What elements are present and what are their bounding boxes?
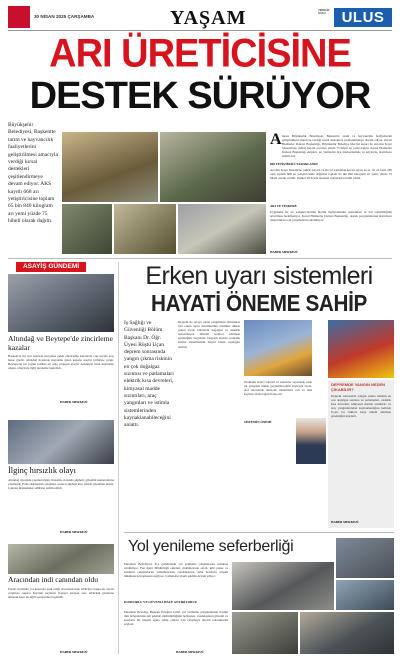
road-photo-1 — [336, 538, 394, 578]
story3-body2: Pursaklar Belediye Başkanı Ertuğrul Çetin, yol yenileme çalışmalarının ilçenin tüm bölgelerinde eşit şekilde sürdürüldüğünü belirterek, vatandaşların güvenli ve konforlu bir ulaşım ağına sahip olması için çalışmaya devam edeceklerini söyledi. — [124, 610, 228, 627]
crash-photo-1 — [8, 274, 114, 332]
section-divider-2 — [124, 532, 394, 533]
story2-title1: Erken uyarı sistemleri — [145, 262, 373, 290]
story3-body: Pursaklar Belediyesi, ilçe genelindeki yol yenileme çalışmalarını aralıksız sürdürüyor. Fen İşleri Müdürlüğü ekipleri, mahallelerde asfalt, kilit parke ve kaldırım çalışmalarını tamamlayarak vatandaşların daha konforlu ulaşım imkânına kavuşmasını sağlıyor. Çalışmalar planlı şekilde devam ediyor. — [124, 562, 228, 579]
header-accent-bar — [8, 6, 30, 28]
story1-subhead2: ARI VE TESKERE — [270, 204, 297, 208]
story2-byline: HABER MERKEZİ — [331, 520, 359, 524]
theft-photo — [8, 420, 114, 464]
story3-title: Yol yenileme seferberliği — [128, 538, 294, 555]
story2-body2: Otomatik kesici vanalar ve sensörler sayesinde olası bir yangının önüne geçilebileceğini söyleyen Uçan, afet öncesinde alınacak önlemlerin can ve mal kaybını azaltacağını ifade etti. — [244, 380, 312, 397]
earthquake-fire-photo — [244, 320, 312, 376]
item2-byline: HABER MERKEZİ — [60, 530, 88, 534]
road-photo-4 — [232, 612, 298, 654]
lead-paragraph: Büyükşehir Belediyesi, Başkentte tarım ve hayvancılık faaliyetlerini geliştirilmesi amacıyla verdiği kırsal destekleri çeşitlendirmeye devam ediyor. AKS kayıtlı 668 arı yetiştiricisine toplam 65 bin 840 kilogram arı yemi yüzde 75 hibeli olarak dağıttı. — [8, 122, 58, 225]
item3-body: Polatlı ilçesinde yol kenarına park ettiği aracından inen sürücüye başka bir aracın çarpması sonucu hayatını kaybetti. Kazaya karışan araç sürücüsü gözaltına alınarak kaza ile ilgili soruşturma başlatıldı. — [8, 587, 114, 600]
paper-small-text: YERELİN GÜCÜ — [318, 9, 330, 15]
story3-subhead: KONFORLU VE GÜVENLİ HALE GETİRİYORUZ — [124, 600, 197, 604]
beekeeping-photo-2 — [160, 132, 266, 202]
item3-title: Aracından indi canından oldu — [8, 575, 99, 584]
item1-body: Başkent'te iki ayrı noktada meydana gelen zincirleme kazalarda çok sayıda araç hasar gördü. Altındağ ilçesinde meydana gelen kazada araçlar birbirine çarptı. Beytepe'de ise yoğun trafikte art arda çarpışan araçlar nedeniyle uzun kuyruklar oluştu. Olaylarla ilgili inceleme başlatıldı. — [8, 354, 114, 371]
road-photo-3 — [336, 580, 394, 610]
paper-logo: ULUS — [334, 8, 392, 27]
beekeeping-photo-5 — [178, 204, 266, 254]
beekeeping-photo-1 — [62, 132, 158, 202]
item2-body: Altındağ ilçesinde yaşanan ilginç hırsızlık olayında şüpheli, güvenlik kameralarına yakalandı. Polis ekiplerinin çalışması sonucu şüpheli kısa sürede gözaltına alındı. Çalınan malzemeler sahibine teslim edildi. — [8, 478, 114, 491]
headline-line1: ARI ÜRETİCİSİNE — [49, 31, 351, 77]
headline-line2: DESTEK SÜRÜYOR — [29, 75, 371, 117]
beekeeping-photo-4 — [114, 204, 176, 254]
expert-portrait — [296, 418, 326, 464]
road-photo-2 — [232, 562, 334, 610]
story1-body3: Uygulama ile arı yetiştiricilerinin üretim maliyetlerinin azaltılması ve bal verimliliğinin artırılması hedefleniyor. Kırsal Hizmetler Dairesi Başkanlığı, destek programlarının üreticilere ulaştırılması için çalışmalarını sürdürüyor. — [270, 210, 392, 223]
item3-byline: HABER MERKEZİ — [60, 650, 88, 654]
accident-photo — [8, 544, 114, 574]
story2-title2: HAYATİ ÖNEME SAHİP — [151, 290, 367, 316]
story2-body: Deprem ile ortaya çıkan yangınların önlenmesi için erken uyarı sistemlerinin önemine dikkat çeken Uçan, binalarda doğalgaz ve elektrik tesisatlarının düzenli kontrol edilmesi gerektiğini vurguladı. Deprem anında otomatik kesme sistemlerinin hayati önem taşıdığını belirtti. — [178, 320, 240, 349]
header-bar — [0, 6, 400, 34]
beekeeping-photo-3 — [62, 204, 112, 254]
dropcap: A — [270, 131, 282, 148]
item2-title: İlginç hırsızlık olayı — [8, 466, 76, 475]
box-body: Deprem sonrasında yangın çıkma riskinin en çok doğalgaz sızıntısı ve patlamaları, elektrik kısa devreleri, kimyasal madde sızıntıları ve araç yangınlarından kaynaklandığını belirten Uçan, bu risklere karşı önlem alınması gerektiğini kaydetti. — [331, 394, 391, 419]
header-date: 30 NİSAN 2025 ÇARŞAMBA — [34, 14, 95, 19]
item1-byline: HABER MERKEZİ — [60, 400, 88, 404]
asayis-label: ASAYİŞ GÜNDEMİ — [16, 262, 86, 272]
section-divider — [8, 258, 392, 259]
item1-title: Altındağ ve Beytepe'de zincirleme kazalar — [8, 334, 113, 352]
box-title: DEPREMDE YANGIN NEDEN ÇIKABİLİR? — [331, 382, 386, 392]
story2-subhead: SİSTEMİN ÖNEMİ — [244, 420, 272, 424]
column-divider — [118, 262, 119, 654]
road-photo-5 — [300, 612, 394, 654]
story3-byline: HABER MERKEZİ — [176, 650, 204, 654]
story1-subhead: 668 YETİŞTİRİCİ YARARLANDI — [270, 162, 318, 166]
box-photo — [328, 320, 394, 378]
story2-lead: İş Sağlığı ve Güvenliği Bölüm Başkanı Dr. Öğr. Üyesi Rüştü Uçan deprem sonrasında yangın çıkma riskinin en çok doğalgaz sızıntısı ve patlamaları elektrik kısa devreleri, kimyasal madde sızıntıları, araç yangınları ve istimla sistemlerinden kaynaklanabileceğini anlattı. — [124, 320, 174, 429]
section-title: YAŞAM — [170, 7, 247, 29]
header-rule — [8, 30, 392, 31]
story1-byline: HABER MERKEZİ — [270, 250, 298, 254]
story1-body: nkara Büyükşehir Belediyesi, Başkent'te tarım ve hayvancılık faaliyetlerini geliştirilmesi amacıyla verdiği kırsal destekleri çeşitlendirmeye devam ediyor. Kırsal Hizmetler Dairesi Başkanlığı, Büyükşehir Belediye Meclisi kararı ile Arıcılık Kayıt Sistemi'nde (AKS) kayıtlı arıcılara yüzde 75 hibeli arı yemi dağıttı. Kırsal Hizmetler Dairesi Başkanlığı ekipleri, arı yemlerini ilçe merkezlerinde ve köylerde, üreticilere teslim etti. — [282, 134, 392, 159]
story1-body2: Arıcılık Kayıt Sistemi'ne (AKS) kayıtlı ve iki yıl içerisinde kovan sayısı en az 10, en fazla 200 olan toplam 668 arı yetiştiricisine dağıtılan toplam 65 bin 840 kilogram arı yemi, yüzde 75 hibeli olarak verildi. Yemler 28 ilçede merkezi noktalarda teslim edildi. — [270, 168, 392, 181]
